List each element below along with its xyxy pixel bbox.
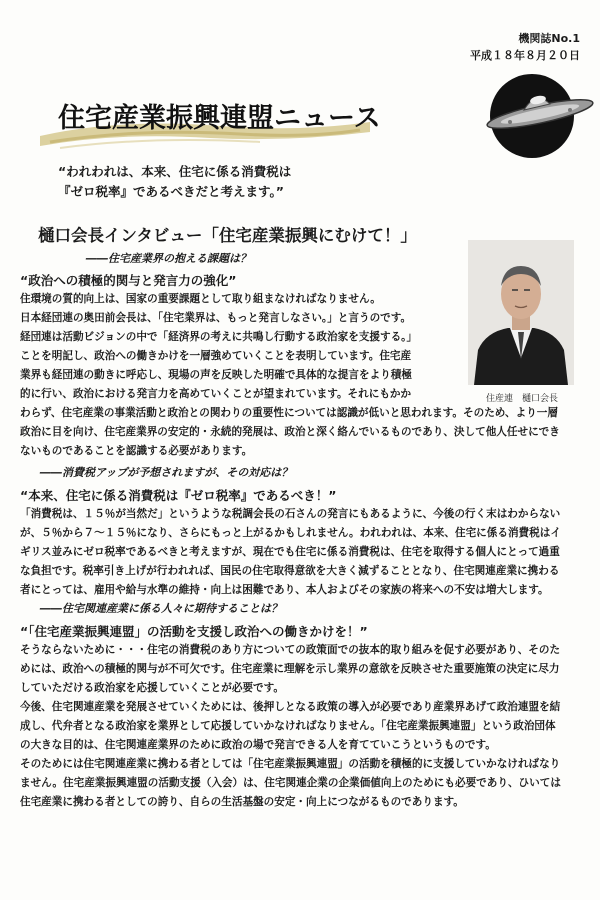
section-3-line: 住宅産業に携わる者としての誇り、自らの生活基盤の安定・向上につながるものであります。 xyxy=(20,796,464,808)
slogan xyxy=(58,162,291,202)
issue-number: 機関誌No.1 xyxy=(518,32,580,45)
section-1-line: 経団連は活動ビジョンの中で「経済界の考えに共鳴し行動する政治家を支援する。」 xyxy=(20,331,418,343)
masthead xyxy=(40,92,380,152)
section-1-subheading: “政治への積極的関与と発言力の強化” xyxy=(20,273,237,288)
section-2-line: が、５％から７～１５％になり、さらにもっと上がるかもしれません。われわれは、本来、住宅に係る消費税はイ xyxy=(20,527,561,539)
section-2-line: な負担です。税率引き上げが行われれば、国民の住宅取得意欲を大きく減ずることとなり、住宅関連産業に携わる xyxy=(20,565,560,577)
section-1-line: 政治に目を向け、住宅産業界の安定的・永続的発展は、政治と深く絡んでいるものであり、決して他人任せにでき xyxy=(20,426,560,438)
section-3-line: めには、政治への積極的関与が不可欠です。住宅産業に理解を示し業界の意欲を反映させた重要施策の決定に尽力 xyxy=(20,663,560,675)
section-3-line: そうならないために・・・住宅の消費税のあり方についての政策面での抜本的取り組みを促す必要があり、そのた xyxy=(20,644,561,656)
section-1-line: 日本経団連の奥田前会長は、「住宅業界は、もっと発言しなさい。」と言うのです。 xyxy=(20,312,412,324)
section-2-line: 者にとっては、雇用や給与水準の維持・向上は困難であり、本人およびその家族の将来への不安は増大します。 xyxy=(20,584,549,596)
section-1-line: わらず、住宅産業の事業活動と政治との関わりの重要性については認識が低いと思われます。そのため、より一層 xyxy=(20,407,558,419)
section-3-line: そのためには住宅関連産業に携わる者としては「住宅産業振興連盟」の活動を積極的に支援していかなければなり xyxy=(20,758,561,770)
section-3-subheading: “「住宅産業振興連盟」の活動を支援し政治への働きかけを！” xyxy=(20,624,368,639)
section-2-line: ギリス並みにゼロ税率であるべきと考えますが、現在でも住宅に係る消費税は、住宅を取得する個人にとって過重 xyxy=(20,546,560,558)
slogan-line-2: 『ゼロ税率』であるべきだと考えます。” xyxy=(58,184,284,199)
ufo-logo-icon xyxy=(484,70,596,160)
section-2-line: 「消費税は、１５％が当然だ」というような税調会長の石さんの発言にもあるように、今後の行く末はわからない xyxy=(20,508,561,520)
section-3-line: ません。住宅産業振興連盟の活動支援（入会）は、住宅関連企業の企業価値向上のためにも必要であり、ひいては xyxy=(20,777,561,789)
section-1-line: ないものであることを認識する必要があります。 xyxy=(20,445,253,457)
section-1-line: 業界も経団連の動きに呼応し、現場の声を反映した明確で具体的な提言をより積極 xyxy=(20,369,412,381)
section-1-question: ――住宅産業界の抱える課題は？ xyxy=(86,252,251,265)
section-1-line: ことを明記し、政治への働きかけを一層強めていくことを表明しています。住宅産 xyxy=(20,350,412,362)
section-3-line: していただける政治家を応援していくことが必要です。 xyxy=(20,682,284,694)
section-3-line: の大きな目的は、住宅関連産業界のために政治の場で発言できる人を育てていこうというものです。 xyxy=(20,739,496,751)
section-1-line: 住環境の質的向上は、国家の重要課題として取り組まなければなりません。 xyxy=(20,293,381,305)
section-3-question: ――住宅関連産業に係る人々に期待することは？ xyxy=(40,602,282,615)
slogan-line-1: “われわれは、本来、住宅に係る消費税は xyxy=(58,164,292,179)
issue-date: 平成１８年８月２０日 xyxy=(470,49,580,62)
section-3-line: 成し、代弁者となる政治家を業界として応援していかなければなりません。「住宅産業振興連盟」という政治団体 xyxy=(20,720,556,732)
section-2-subheading: “本来、住宅に係る消費税は『ゼロ税率』であるべき！” xyxy=(20,488,337,503)
section-1-line: 的に行い、政治における発言力を高めていくことが望まれています。それにもかか xyxy=(20,388,412,400)
photo-caption: 住産連 樋口会長 xyxy=(485,394,558,404)
masthead-title: 住宅産業振興連盟ニュース xyxy=(58,103,381,134)
headline: 樋口会長インタビュー「住宅産業振興にむけて！」 xyxy=(38,226,417,245)
chairman-photo xyxy=(468,240,574,385)
section-2-question: ――消費税アップが予想されますが、その対応は？ xyxy=(40,466,293,479)
section-3-line: 今後、住宅関連産業を発展させていくためには、後押しとなる政策の導入が必要であり産業界あげて政治連盟を結 xyxy=(20,701,561,713)
